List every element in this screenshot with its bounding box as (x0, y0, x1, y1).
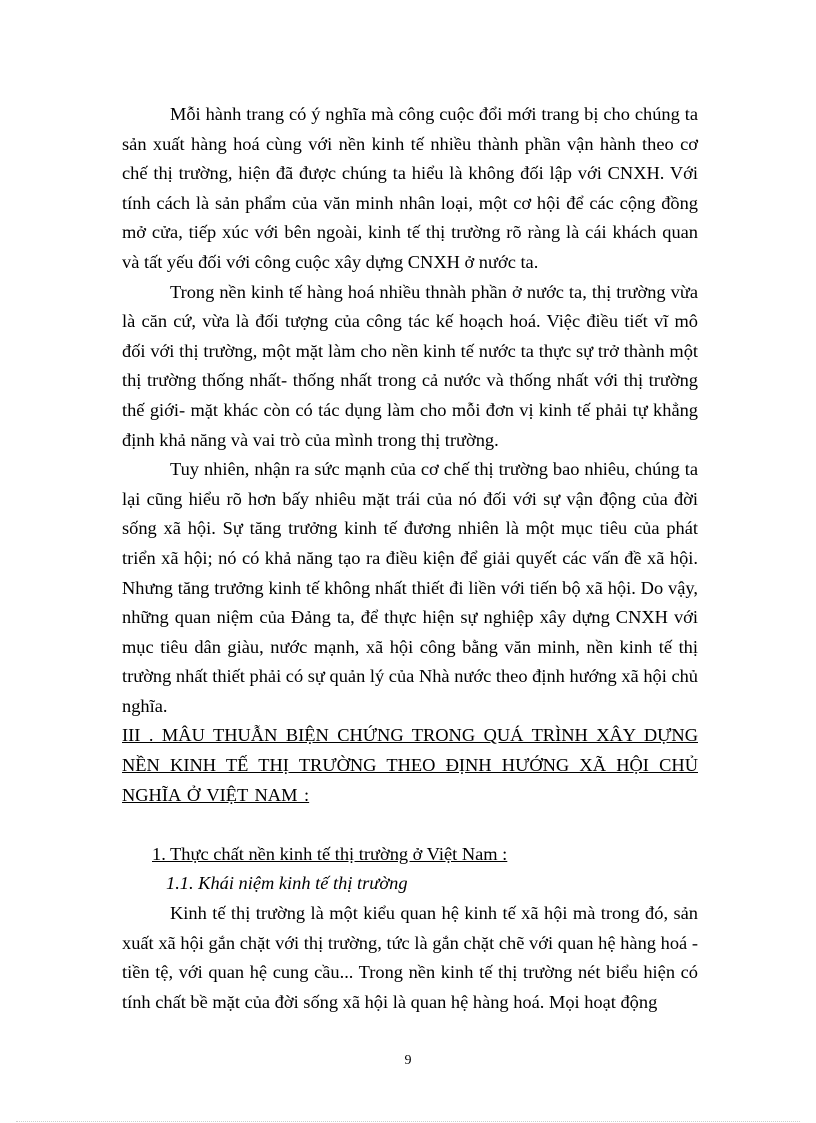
section-heading: III . MÂU THUẪN BIỆN CHỨNG TRONG QUÁ TRÌNH XÂY DỰNG NỀN KINH TẾ THỊ TRƯỜNG THEO ĐỊNH HƯỚNG XÃ HỘI CHỦ NGHĨA Ở VIỆT NAM : (122, 725, 698, 805)
body-text (122, 100, 698, 1017)
paragraph-3: Tuy nhiên, nhận ra sức mạnh của cơ chế thị trường bao nhiêu, chúng ta lại cũng hiểu rõ hơn bấy nhiêu mặt trái của nó đối với sự vận động của đời sống xã hội. Sự tăng trưởng kinh tế đương nhiên là một mục tiêu của phát triển xã hội; nó có khả năng tạo ra điều kiện để giải quyết các vấn đề xã hội. Nhưng tăng trưởng kinh tế không nhất thiết đi liền với tiến bộ xã hội. Do vậy, những quan niệm của Đảng ta, để thực hiện sự nghiệp xây dựng CNXH với mục tiêu dân giàu, nước mạnh, xã hội công bằng văn minh, nền kinh tế thị trường nhất thiết phải có sự quản lý của Nhà nước theo định hướng xã hội chủ nghĩa. (122, 459, 698, 716)
page-bottom-rule (16, 1121, 800, 1122)
page-number: 9 (404, 1053, 412, 1068)
paragraph-4: Kinh tế thị trường là một kiểu quan hệ kinh tế xã hội mà trong đó, sản xuất xã hội gắn chặt với thị trường, tức là gắn chặt chẽ với quan hệ hàng hoá - tiền tệ, với quan hệ cung cầu... Trong nền kinh tế thị trường nét biểu hiện có tính chất bề mặt của đời sống xã hội là quan hệ hàng hoá. Mọi hoạt động (122, 903, 698, 1012)
subsection-heading: 1. Thực chất nền kinh tế thị trường ở Việt Nam : (152, 843, 508, 864)
paragraph-2: Trong nền kinh tế hàng hoá nhiều thnàh phần ở nước ta, thị trường vừa là căn cứ, vừa là đối tượng của công tác kế hoạch hoá. Việc điều tiết vĩ mô đối với thị trường, một mặt làm cho nền kinh tế nước ta thực sự trở thành một thị trường thống nhất- thống nhất trong cả nước và thống nhất với thị trường thế giới- mặt khác còn có tác dụng làm cho mỗi đơn vị kinh tế phải tự khẳng định khả năng và vai trò của mình trong thị trường. (122, 281, 698, 450)
blank-line (122, 810, 698, 840)
paragraph-1: Mỗi hành trang có ý nghĩa mà công cuộc đổi mới trang bị cho chúng ta sản xuất hàng hoá cùng với nền kinh tế nhiều thành phần vận hành theo cơ chế thị trường, hiện đã được chúng ta hiểu là không đối lập với CNXH. Với tính cách là sản phẩm của văn minh nhân loại, một cơ hội để các cộng đồng mở cửa, tiếp xúc với bên ngoài, kinh tế thị trường rõ ràng là cái khách quan và tất yếu đối với công cuộc xây dựng CNXH ở nước ta. (122, 104, 698, 272)
subsubsection-heading: 1.1. Khái niệm kinh tế thị trường (166, 873, 408, 894)
